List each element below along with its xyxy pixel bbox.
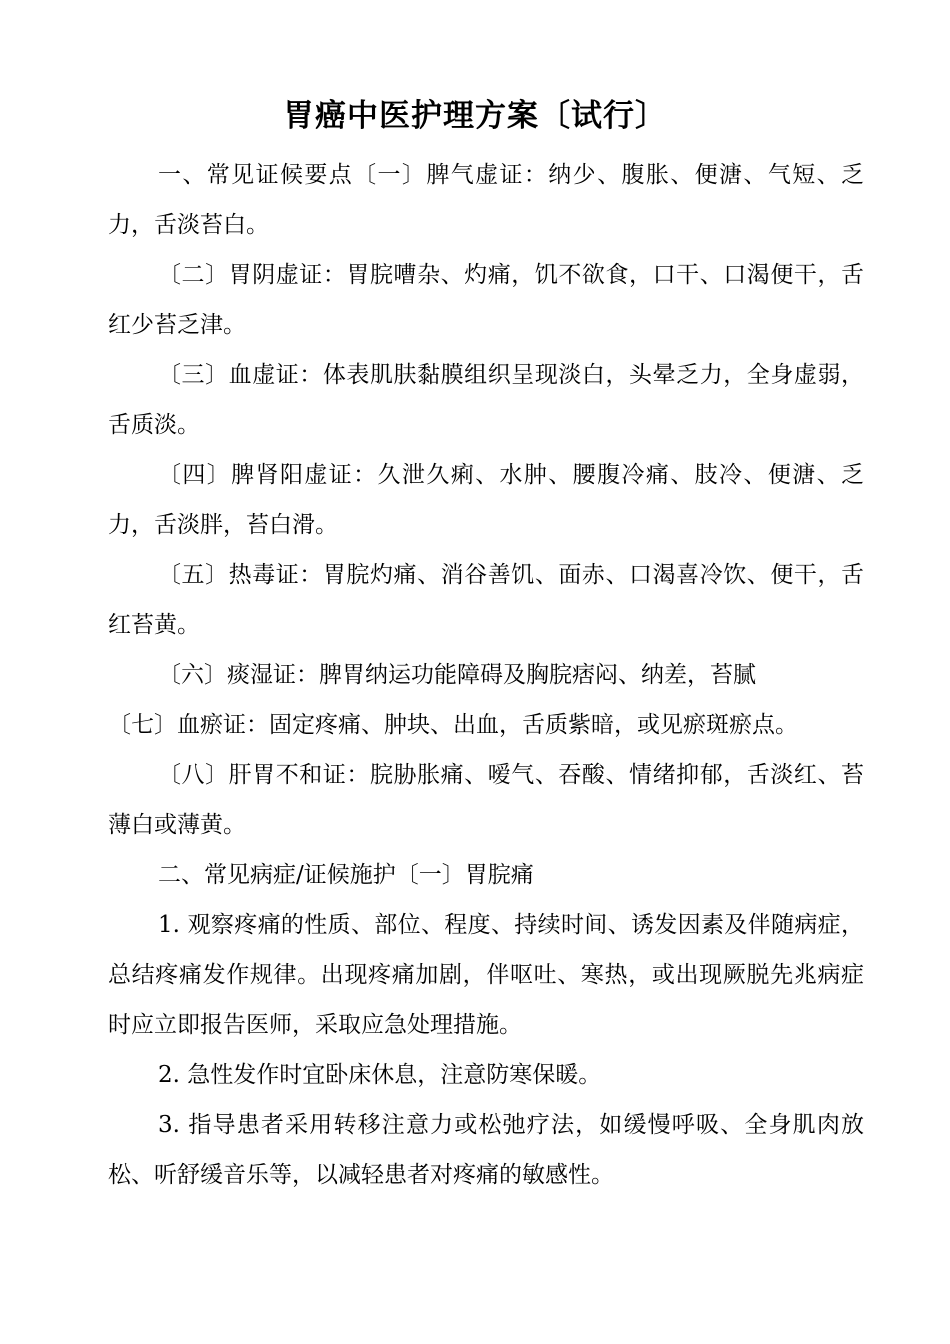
paragraph-item-2: 2. 急性发作时宜卧床休息，注意防寒保暖。 <box>158 1062 602 1088</box>
paragraph-item-3: 3. 指导患者采用转移注意力或松弛疗法，如缓慢呼吸、全身肌肉放松、听舒缓音乐等，以减轻患者对疼痛的敏感性。 <box>108 1112 864 1188</box>
paragraph-blood-stasis: 〔七〕血瘀证：固定疼痛、肿块、出血，舌质紫暗，或见瘀斑瘀点。 <box>108 712 798 738</box>
document-title: 胃癌中医护理方案〔试行〕 <box>283 98 667 134</box>
section-heading-nursing: 二、常见病症/证候施护〔一〕胃脘痛 <box>158 862 534 888</box>
paragraph-stomach-yin-deficiency: 〔二〕胃阴虚证：胃脘嘈杂、灼痛，饥不欲食，口干、口渴便干，舌红少苔乏津。 <box>108 262 864 338</box>
paragraph-item-1: 1. 观察疼痛的性质、部位、程度、持续时间、诱发因素及伴随病症，总结疼痛发作规律。出现疼痛加剧，伴呕吐、寒热，或出现厥脱先兆病症时应立即报告医师，采取应急处理措施。 <box>108 912 864 1038</box>
paragraph-phlegm-dampness: 〔六〕痰湿证：脾胃纳运功能障碍及胸脘痞闷、纳差，苔腻 <box>158 662 756 688</box>
paragraph-liver-stomach-disharmony: 〔八〕肝胃不和证：脘胁胀痛、嗳气、吞酸、情绪抑郁，舌淡红、苔薄白或薄黄。 <box>108 762 864 838</box>
paragraph-heat-toxin: 〔五〕热毒证：胃脘灼痛、消谷善饥、面赤、口渴喜冷饮、便干，舌红苔黄。 <box>108 562 864 638</box>
paragraph-blood-deficiency: 〔三〕血虚证：体表肌肤黏膜组织呈现淡白，头晕乏力，全身虚弱，舌质淡。 <box>108 362 864 438</box>
document-body <box>108 150 864 1200</box>
paragraph-syndrome-overview: 一、常见证候要点〔一〕脾气虚证：纳少、腹胀、便溏、气短、乏力，舌淡苔白。 <box>108 162 864 238</box>
paragraph-spleen-kidney-yang-deficiency: 〔四〕脾肾阳虚证：久泄久痢、水肿、腰腹冷痛、肢冷、便溏、乏力，舌淡胖，苔白滑。 <box>108 462 864 538</box>
